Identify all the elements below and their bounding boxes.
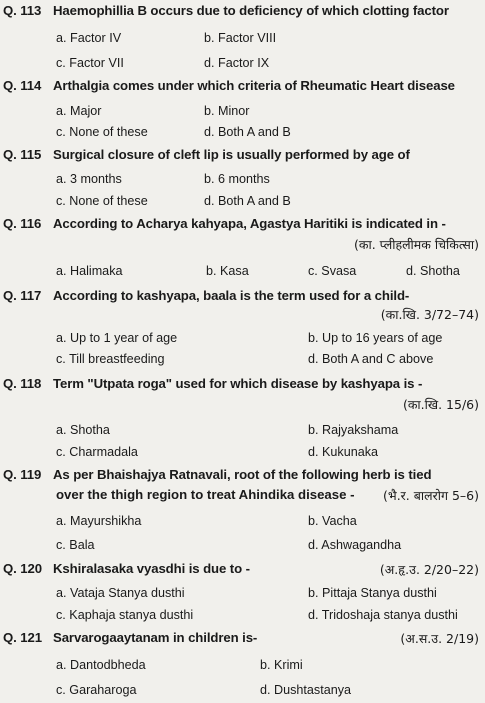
reference: (अ.हृ.उ. 2/20–22) (379, 562, 479, 577)
option-c: c. None of these (56, 194, 148, 208)
option-a: a. Up to 1 year of age (56, 331, 178, 345)
question-number: Q. 118 (3, 376, 42, 391)
question-114 (3, 77, 481, 95)
question-number: Q. 116 (3, 216, 42, 231)
option-a: a. Major (56, 104, 102, 118)
option-b: b. Krimi (260, 658, 303, 672)
option-b: b. Kasa (206, 264, 249, 278)
option-c: c. Garaharoga (56, 683, 137, 697)
question-text: Sarvarogaaytanam in children is- (53, 630, 258, 645)
question-text: As per Bhaishajya Ratnavali, root of the following herb is tied (53, 467, 432, 482)
option-d: d. Both A and B (204, 125, 291, 139)
option-d: d. Both A and B (204, 194, 291, 208)
question-113 (3, 2, 481, 20)
question-text: Haemophillia B occurs due to deficiency of which clotting factor (53, 3, 449, 18)
question-119 (3, 466, 481, 484)
option-a: a. Factor IV (56, 31, 122, 45)
question-number: Q. 113 (3, 3, 42, 18)
question-number: Q. 115 (3, 147, 42, 162)
option-c: c. Bala (56, 538, 95, 552)
option-a: a. 3 months (56, 172, 122, 186)
reference: (का.खि. 3/72–74) (380, 307, 479, 322)
option-d: d. Ashwagandha (308, 538, 402, 552)
option-b: b. Minor (204, 104, 250, 118)
option-c: c. Kaphaja stanya dusthi (56, 608, 194, 622)
reference: (अ.स.उ. 2/19) (400, 631, 479, 646)
option-d: d. Factor IX (204, 56, 270, 70)
question-118 (3, 375, 481, 393)
question-text: Surgical closure of cleft lip is usually performed by age of (53, 147, 410, 162)
reference: (का. प्लीहलीमक चिकित्सा) (354, 237, 479, 252)
option-a: a. Vataja Stanya dusthi (56, 586, 185, 600)
option-c: c. Svasa (308, 264, 357, 278)
option-b: b. Pittaja Stanya dusthi (308, 586, 437, 600)
reference: (भै.र. बालरोग 5–6) (383, 488, 479, 503)
option-d: d. Tridoshaja stanya dusthi (308, 608, 458, 622)
question-text-continued: over the thigh region to treat Ahindika disease - (56, 487, 355, 502)
option-b: b. 6 months (204, 172, 270, 186)
question-117 (3, 287, 481, 305)
option-a: a. Mayurshikha (56, 514, 142, 528)
question-text: Kshiralasaka vyasdhi is due to - (53, 561, 250, 576)
option-c: c. None of these (56, 125, 148, 139)
option-a: a. Dantodbheda (56, 658, 146, 672)
option-b: b. Up to 16 years of age (308, 331, 443, 345)
option-b: b. Vacha (308, 514, 357, 528)
reference: (का.खि. 15/6) (402, 397, 479, 412)
option-b: b. Factor VIII (204, 31, 277, 45)
option-d: d. Kukunaka (308, 445, 379, 459)
question-number: Q. 117 (3, 288, 42, 303)
option-c: c. Till breastfeeding (56, 352, 165, 366)
question-number: Q. 120 (3, 561, 42, 576)
question-text: According to Acharya kahyapa, Agastya Haritiki is indicated in - (53, 216, 446, 231)
option-d: d. Shotha (406, 264, 460, 278)
option-a: a. Halimaka (56, 264, 123, 278)
option-a: a. Shotha (56, 423, 110, 437)
question-116 (3, 215, 481, 233)
question-text: According to kashyapa, baala is the term used for a child- (53, 288, 410, 303)
question-number: Q. 121 (3, 630, 42, 645)
question-115 (3, 146, 481, 164)
option-c: c. Factor VII (56, 56, 124, 70)
question-number: Q. 114 (3, 78, 42, 93)
option-c: c. Charmadala (56, 445, 138, 459)
question-text: Term "Utpata roga" used for which disease by kashyapa is - (53, 376, 423, 391)
option-d: d. Both A and C above (308, 352, 434, 366)
question-number: Q. 119 (3, 467, 42, 482)
option-b: b. Rajyakshama (308, 423, 399, 437)
question-text: Arthalgia comes under which criteria of Rheumatic Heart disease (53, 78, 455, 93)
option-d: d. Dushtastanya (260, 683, 352, 697)
